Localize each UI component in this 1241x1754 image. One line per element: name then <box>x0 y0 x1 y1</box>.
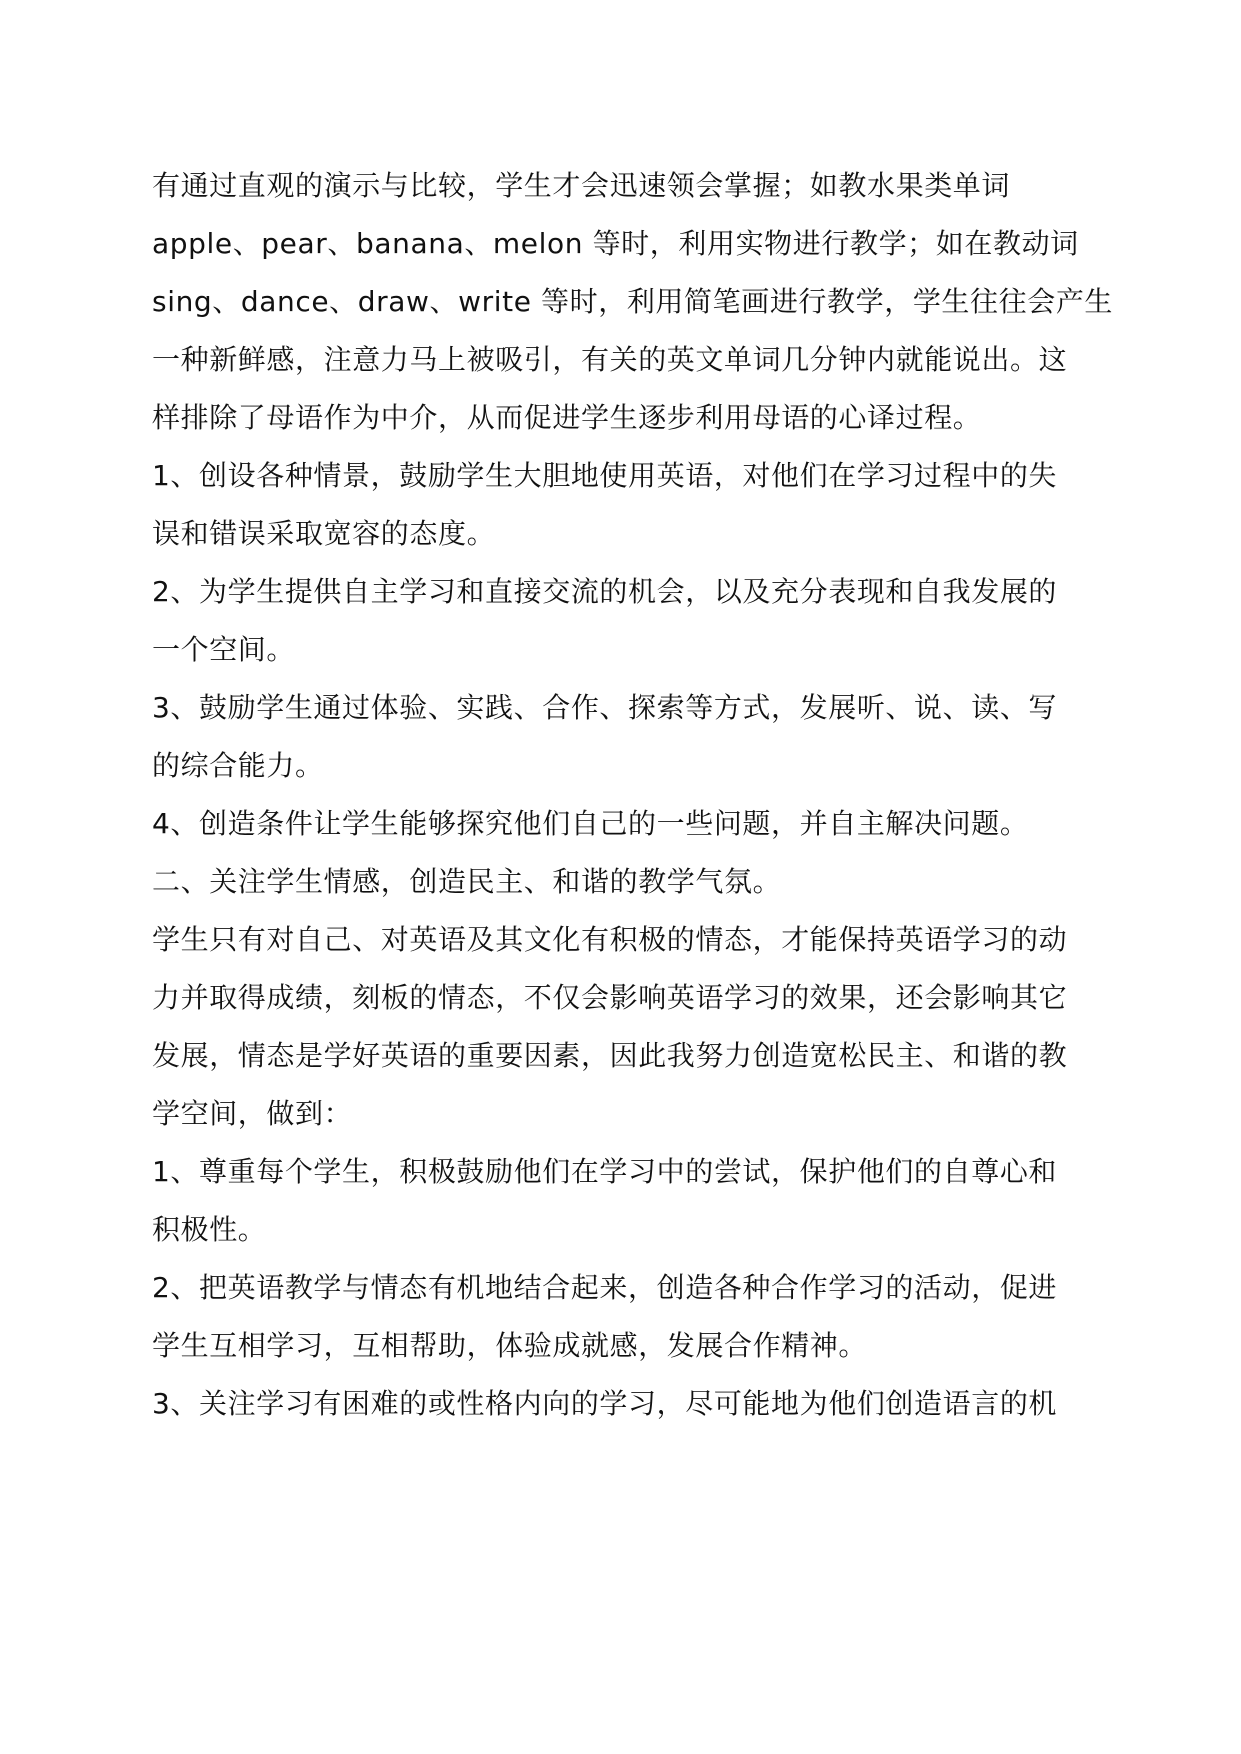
text-line: 3、鼓励学生通过体验、实践、合作、探索等方式，发展听、说、读、写 <box>152 691 1058 724</box>
text-line: sing、dance、draw、write 等时，利用简笔画进行教学，学生往往会产生 <box>152 285 1114 318</box>
text-line: 的综合能力。 <box>152 749 324 782</box>
text-line: 2、把英语教学与情态有机地结合起来，创造各种合作学习的活动，促进 <box>152 1271 1058 1304</box>
text-line: 4、创造条件让学生能够探究他们自己的一些问题，并自主解决问题。 <box>152 807 1029 840</box>
text-line: 发展，情态是学好英语的重要因素，因此我努力创造宽松民主、和谐的教 <box>152 1039 1068 1072</box>
text-line: 学生互相学习，互相帮助，体验成就感，发展合作精神。 <box>152 1329 868 1362</box>
text-line: 积极性。 <box>152 1213 267 1246</box>
text-line: 学空间，做到： <box>152 1097 353 1130</box>
text-line: 有通过直观的演示与比较，学生才会迅速领会掌握；如教水果类单词 <box>152 169 1011 202</box>
text-line: 一个空间。 <box>152 633 296 666</box>
text-line: 一种新鲜感，注意力马上被吸引，有关的英文单词几分钟内就能说出。这 <box>152 343 1068 376</box>
text-line: 3、关注学习有困难的或性格内向的学习，尽可能地为他们创造语言的机 <box>152 1387 1058 1420</box>
section-heading: 二、关注学生情感，创造民主、和谐的教学气氛。 <box>152 865 782 898</box>
text-line: 误和错误采取宽容的态度。 <box>152 517 496 550</box>
text-line: 1、尊重每个学生，积极鼓励他们在学习中的尝试，保护他们的自尊心和 <box>152 1155 1058 1188</box>
text-line: 1、创设各种情景，鼓励学生大胆地使用英语，对他们在学习过程中的失 <box>152 459 1058 492</box>
text-line: 学生只有对自己、对英语及其文化有积极的情态，才能保持英语学习的动 <box>152 923 1068 956</box>
text-line: apple、pear、banana、melon 等时，利用实物进行教学；如在教动词 <box>152 227 1079 260</box>
text-line: 力并取得成绩，刻板的情态，不仅会影响英语学习的效果，还会影响其它 <box>152 981 1068 1014</box>
text-line: 样排除了母语作为中介，从而促进学生逐步利用母语的心译过程。 <box>152 401 982 434</box>
text-line: 2、为学生提供自主学习和直接交流的机会，以及充分表现和自我发展的 <box>152 575 1058 608</box>
